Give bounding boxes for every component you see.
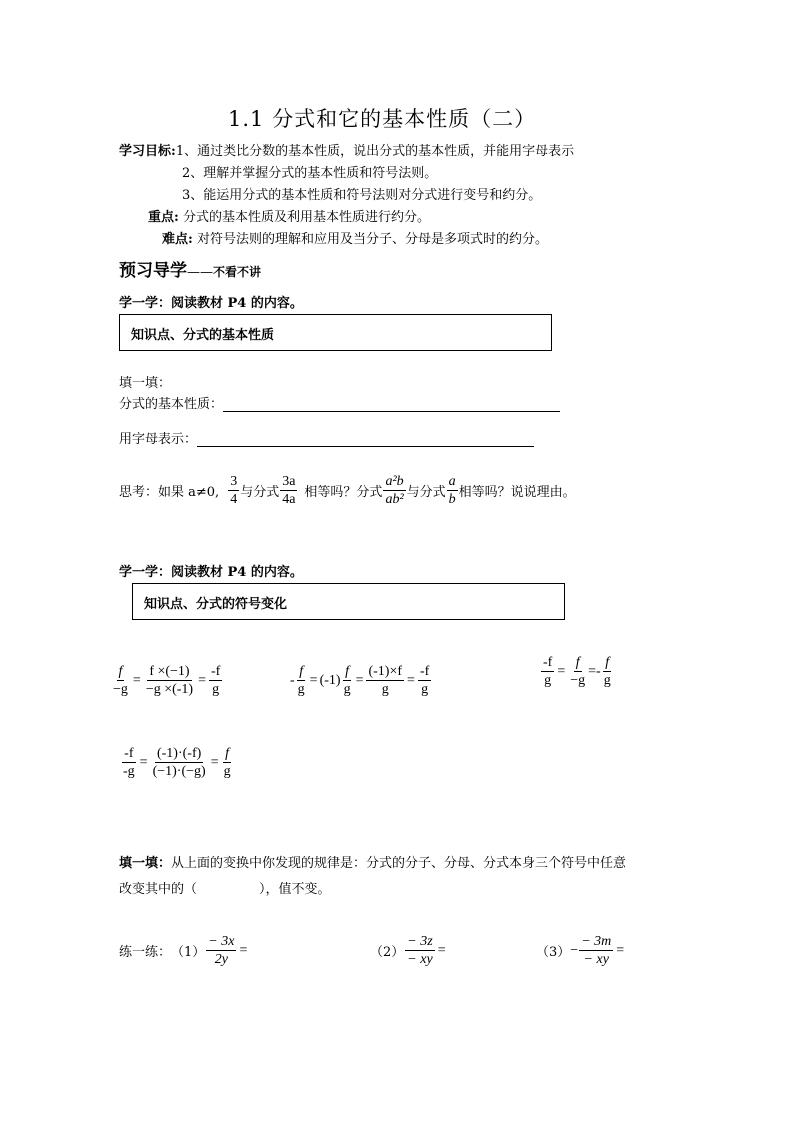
think-suffix: 相等吗？说说理由。 xyxy=(458,485,576,501)
eq2-pre: - xyxy=(290,672,295,688)
equation-1: $\frac{f}{-g}$ = $\frac{f \times(-1)}{-g \times(-1)}$ = $\frac{-f}{g}$ xyxy=(113,664,221,698)
fill2-text-1: 从上面的变换中你发现的规律是：分式的分子、分母、分式本身三个符号中任意 xyxy=(171,856,627,871)
knowledge-box-1-text: 知识点、分式的基本性质 xyxy=(131,328,275,343)
preview-subtitle: 不看不讲 xyxy=(213,265,262,279)
think-mid-1: 与分式 xyxy=(240,485,280,501)
practice-3-neg: − xyxy=(570,942,579,958)
read-textbook-2: 学一学：阅读教材 P4 的内容。 xyxy=(119,565,303,580)
equation-2: - $\frac{f}{g}$ = (-1) $\frac{f}{g}$ = $\frac{(-1)\times f}{g}$ = $\frac{-f}{g}$ xyxy=(290,664,430,698)
eq3-frac-b: $\frac{f}{-g}$ xyxy=(570,655,586,689)
goal-item-1: 1、通过类比分数的基本性质，说出分式的基本性质，并能用字母表示 xyxy=(175,144,575,159)
fraction-a2b-ab2: $\frac{\text{a²b}}{\text{ab²}}$ xyxy=(385,474,404,508)
knowledge-box-2-text: 知识点、分式的符号变化 xyxy=(144,597,288,612)
eq3-frac-c: $\frac{f}{g}$ xyxy=(603,655,611,689)
eq4-frac-b: $\frac{(-1)\cdot(-f)}{(-1)\cdot(-g)}$ xyxy=(152,746,206,780)
practice-1-equals: = xyxy=(239,942,248,958)
eq2-frac-b: $\frac{f}{g}$ xyxy=(343,664,351,698)
practice-1-index: （1） xyxy=(171,945,206,961)
practice-label: 练一练： xyxy=(119,945,172,961)
letter-line xyxy=(119,428,534,447)
equation-3: $\frac{-f}{g}$ = $\frac{f}{-g}$ =- $\frac{f}{g}$ xyxy=(543,655,611,689)
fraction-3-4: $\frac{3}{4}$ xyxy=(230,474,238,508)
property-line xyxy=(119,393,560,412)
eq3-mid: =- xyxy=(588,663,601,679)
eq1-frac-a: $\frac{f}{-g}$ xyxy=(113,664,128,698)
eq2-coef: (-1) xyxy=(319,672,341,688)
knowledge-box-1 xyxy=(119,314,552,351)
equation-4: $\frac{-f}{-g}$ = $\frac{(-1)\cdot(-f)}{(-1)\cdot(-g)}$ = $\frac{f}{g}$ xyxy=(123,746,231,780)
eq1-frac-b: $\frac{f \times(-1)}{-g \times(-1)}$ xyxy=(145,664,194,698)
fraction-3a-4a: $\frac{3a}{4a}$ xyxy=(282,474,296,508)
eq4-frac-a: $\frac{-f}{-g}$ xyxy=(123,746,135,780)
preview-dash: —— xyxy=(187,265,213,280)
goals-label: 学习目标: xyxy=(119,144,176,159)
key-text: 分式的基本性质及利用基本性质进行约分。 xyxy=(182,210,430,225)
practice-3 xyxy=(536,934,626,968)
letter-label: 用字母表示： xyxy=(119,432,198,447)
think-question xyxy=(119,474,576,508)
think-mid-2: 相等吗？分式 xyxy=(304,485,383,501)
difficult-point xyxy=(162,228,548,247)
read-textbook-1: 学一学：阅读教材 P4 的内容。 xyxy=(119,296,303,311)
practice-2 xyxy=(370,934,448,968)
goal-item-3: 3、能运用分式的基本性质和符号法则对分式进行变号和约分。 xyxy=(182,188,542,203)
fill2-text-2a: 改变其中的（ xyxy=(119,882,198,897)
letter-blank[interactable] xyxy=(197,432,534,447)
goal-line-1 xyxy=(119,140,574,159)
practice-1-fraction: $\frac{- 3x}{2y}$ xyxy=(208,934,235,968)
property-label: 分式的基本性质： xyxy=(119,397,224,412)
practice-2-fraction: $\frac{- 3z}{- xy}$ xyxy=(407,934,433,968)
preview-title: 预习导学 xyxy=(119,261,187,281)
eq1-frac-c: $\frac{-f}{g}$ xyxy=(211,664,221,698)
fill2-line-2 xyxy=(119,878,331,897)
hard-label: 难点: xyxy=(162,232,193,247)
practice-1 xyxy=(119,934,249,968)
fraction-a-b: $\frac{a}{b}$ xyxy=(448,474,456,508)
property-blank[interactable] xyxy=(223,397,560,412)
knowledge-box-2 xyxy=(132,583,565,620)
eq2-frac-a: $\frac{f}{g}$ xyxy=(297,664,305,698)
preview-heading xyxy=(119,256,261,281)
eq2-frac-c: $\frac{(-1)\times f}{g}$ xyxy=(368,664,403,698)
fill2-label: 填一填： xyxy=(119,856,172,871)
fill2-line-1 xyxy=(119,852,626,871)
eq2-frac-d: $\frac{-f}{g}$ xyxy=(419,664,430,698)
practice-3-equals: = xyxy=(616,942,625,958)
hard-text: 对符号法则的理解和应用及当分子、分母是多项式时的约分。 xyxy=(196,232,548,247)
think-prefix: 思考：如果 a≠0, xyxy=(119,485,220,501)
page-title: 1.1 分式和它的基本性质（二） xyxy=(228,107,537,131)
key-point xyxy=(148,206,430,225)
goal-item-2: 2、理解并掌握分式的基本性质和符号法则。 xyxy=(182,166,438,181)
key-label: 重点: xyxy=(148,210,179,225)
think-mid-3: 与分式 xyxy=(406,485,446,501)
eq3-frac-a: $\frac{-f}{g}$ xyxy=(543,655,553,689)
practice-2-equals: = xyxy=(437,942,446,958)
practice-2-index: （2） xyxy=(370,945,405,961)
practice-3-fraction: $\frac{- 3m}{- xy}$ xyxy=(581,934,612,968)
eq4-frac-c: $\frac{f}{g}$ xyxy=(223,746,231,780)
practice-3-index: （3） xyxy=(536,945,571,961)
fill2-text-2b: ），值不变。 xyxy=(259,882,331,897)
fill-label: 填一填： xyxy=(119,376,172,391)
